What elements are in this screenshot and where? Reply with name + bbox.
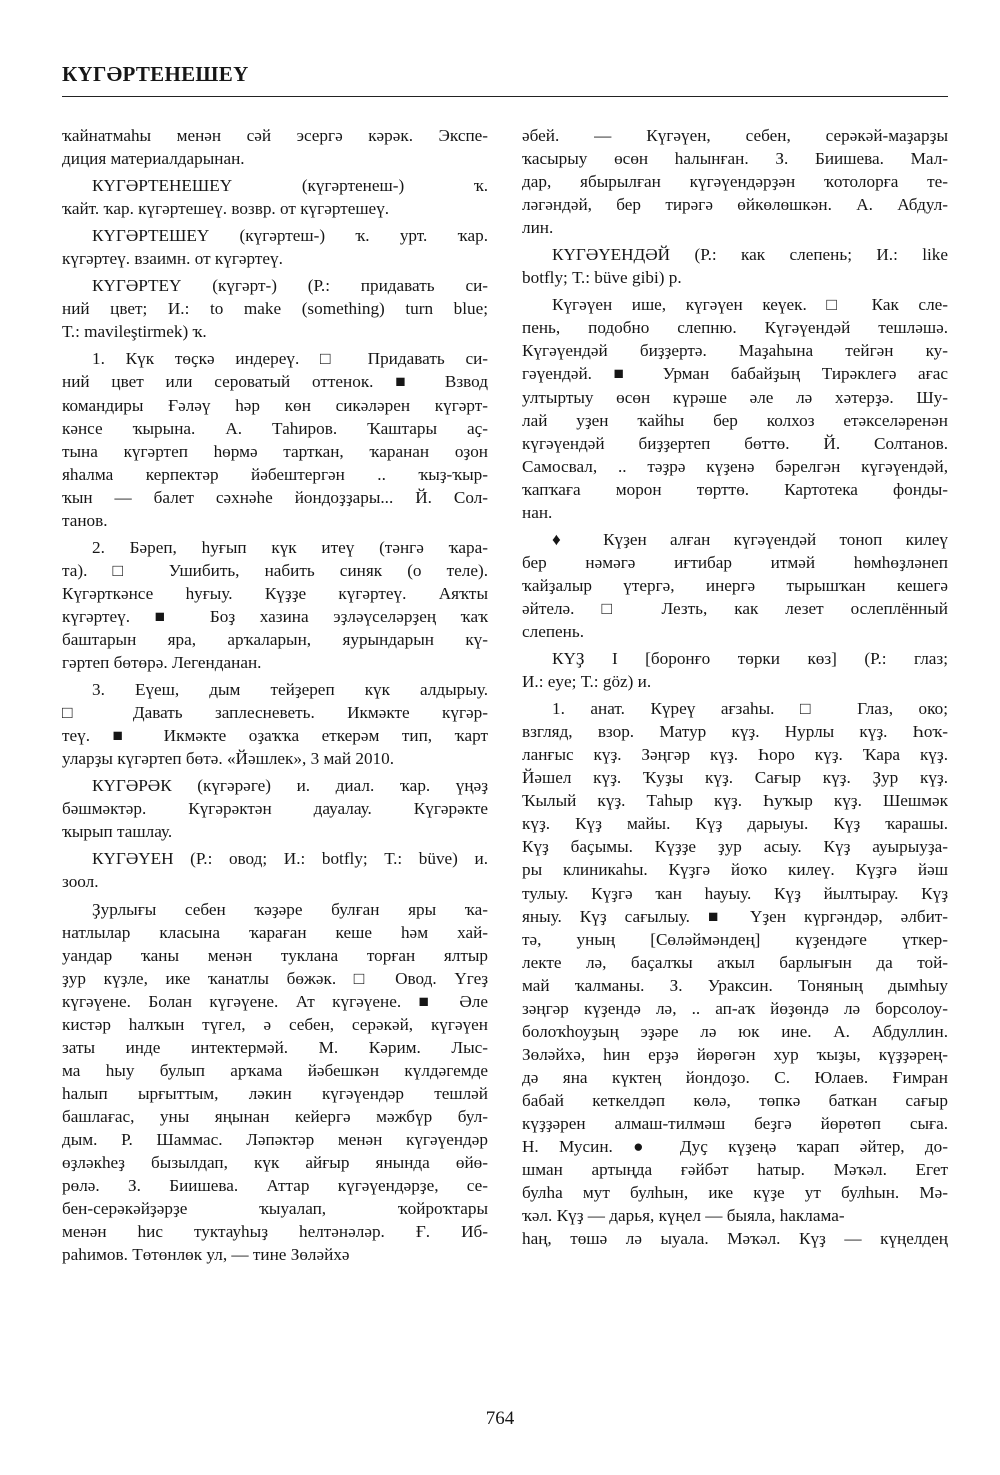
text-line: КҮГӘРТЕҮ (күгәрт-) (Р.: придавать си- [92, 276, 488, 296]
text-line: 1. анат. Күреү ағзаһы. □ Глаз, око; [552, 699, 948, 719]
text-line: ний цвет; И.: to make (something) turn blue; [62, 299, 488, 319]
text-line: әйтелә. □ Лезть, как лезет ослеплённый [522, 598, 948, 618]
text-line: күгәүене. Болан күгәүене. Ат күгәүене. ■ Әле [62, 991, 488, 1011]
text-line: башлағас, уны яңынан кейергә мәжбүр бул- [62, 1106, 488, 1126]
text-line: әбей. — Күгәүен, себен, серәкәй-маҙарҙы [522, 126, 948, 145]
text-line: Зөләйхә, һин ерҙә йөрөгән хур ҡыҙы, күҙҙәрең- [522, 1044, 948, 1064]
text-line: ҡасырыу өсөн һалынған. З. Биишева. Мал- [522, 149, 948, 169]
text-line: Н. Мусин. ● Дуҫ күҙеңә ҡарап әйтер, до- [522, 1137, 948, 1157]
text-line: дар, ябырылған күгәүендәрҙән ҡотолорға те- [522, 172, 948, 192]
text-line: дым. Р. Шаммас. Ләпәктәр менән күгәүендәр [62, 1129, 488, 1149]
text-line: пень, подобно слепню. Күгәүендәй тешләшә. [522, 318, 948, 338]
text-line: □ Давать заплесневеть. Икмәкте күгәр- [62, 703, 488, 723]
text-line: КҮГӘРТЕНЕШЕҮ (күгәртенеш-) ҡ. [92, 176, 488, 196]
text-line: ҡапҡаға морон төрттө. Картотека фонды- [522, 479, 948, 499]
text-line: тына күгәртеп һөрмә тарткан, ҡаранан оҙон [62, 441, 488, 461]
text-line: һаң, төшә лә ыуала. Мәҡәл. Күҙ — күңелдең [522, 1229, 948, 1249]
text-line: рөлә. З. Биишева. Аттар күгәүендәрҙе, се- [62, 1176, 488, 1196]
text-line: күҙ. Күҙ майы. Күҙ дарыуы. Күҙ ҡарашы. [522, 814, 948, 834]
text-line: күгәртеү. ■ Боҙ хазина эҙләүселәрҙең ҡаҡ [62, 606, 488, 626]
text-line: командиры Ғәләү һәр көн сикәләрен күгәрт- [62, 395, 488, 415]
text-line: күгәртеү. взаимн. от күгәртеү. [62, 249, 283, 269]
text-line: ры клиникаһы. Күҙгә йоҡо килеү. Күҙгә йәш [522, 860, 948, 880]
running-head: КҮГӘРТЕНЕШЕҮ [62, 62, 249, 86]
text-line: раһимов. Төтөнлөк ул, — тине Зөләйхә [62, 1245, 350, 1265]
text-line: ҡырып ташлау. [62, 822, 173, 842]
text-line: яныу. Күҙ сағылыу. ■ Үҙен күргәндәр, әлбит- [522, 906, 948, 926]
text-line: дә яна күктең йондоҙо. С. Юлаев. Ғимран [522, 1067, 948, 1087]
text-line: Ҙурлығы себен ҡәҙәре булған яры ҡа- [92, 899, 488, 919]
left-column [62, 124, 488, 1266]
text-line: Күгәүендәй биҙҙертә. Маҙаһына тейгән ку- [522, 341, 948, 361]
header-rule [62, 96, 948, 97]
text-line: ҡайт. ҡар. күгәртешеү. возвр. от күгәртешеү. [62, 199, 390, 219]
text-line: 3. Еүеш, дым тейҙереп күк алдырыу. [92, 680, 488, 700]
text-line: шман артыңда ғәйбәт һатыр. Мәҡәл. Егет [522, 1160, 948, 1180]
text-line: взгляд, взор. Матур күҙ. Нурлы күҙ. Һоҡ- [522, 722, 948, 742]
text-line: ний цвет или сероватый оттенок. ■ Взвод [62, 372, 488, 392]
text-line: диция материалдарынан. [62, 149, 245, 169]
text-line: КҮГӘҮЕН (Р.: овод; И.: botfly; Т.: büve) и. [92, 849, 488, 869]
text-line: бен-серәкәйҙәрҙе ҡыуалап, ҡойроҡтары [62, 1199, 488, 1219]
text-line: кистәр һалҡын түгел, ә себен, серәкәй, күгәүен [62, 1014, 488, 1034]
text-line: һалып ырғыттым, ләкин күгәүендәр тешләй [62, 1083, 488, 1103]
text-line: заты инде интектермәй. М. Кәрим. Лыс- [62, 1037, 488, 1057]
text-line: ултыртыу өсөн күрәше әле лә хәтерҙә. Шу- [522, 387, 948, 407]
text-line: ланғыс күҙ. Зәңгәр күҙ. Һоро күҙ. Ҡара күҙ. [522, 745, 948, 765]
text-line: ҡын — балет сәхнәһе йондоҙҙары... Й. Сол- [62, 487, 488, 507]
text-line: нан. [522, 502, 553, 522]
text-line: лекте лә, баҫалҡы аҡыл барлығын да той- [522, 952, 948, 972]
text-line: күгәүендәй биҙҙертеп бөттө. Й. Солтанов. [522, 433, 948, 453]
text-line: тулыу. Күҙгә ҡан һауыу. Күҙ йылтырау. Күҙ [522, 883, 948, 903]
text-line: гәртеп бөтөрә. Легенданан. [62, 653, 262, 673]
text-line: ҡайнатмаһы менән сәй эсергә кәрәк. Экспе- [62, 126, 488, 145]
text-line: кәнсе ҡырына. А. Таһиров. Ҡаштары аҫ- [62, 418, 488, 438]
text-line: та). □ Ушибить, набить синяк (о теле). [62, 560, 488, 580]
text-line: бер нәмәгә иғтибар итмәй һөмһөҙләнеп [522, 552, 948, 572]
text-line: Күҙ баҫымы. Күҙҙе ҙур асыу. Күҙ ауырыуҙа- [522, 837, 948, 857]
text-line: 1. Күк төҫкә индереү. □ Придавать си- [92, 349, 488, 369]
text-line: КҮГӘРТЕШЕҮ (күгәртеш-) ҡ. урт. ҡар. [92, 226, 488, 246]
text-line: лай уҙен ҡайһы бер колхоз етәкселәренән [522, 410, 948, 430]
page-number: 764 [485, 1408, 515, 1429]
text-line: КҮГӘҮЕНДӘЙ (Р.: как слепень; И.: like [552, 245, 948, 265]
text-line: КҮГӘРӘК (күгәрәге) и. диал. ҡар. үңәҙ [92, 776, 488, 796]
right-column [522, 124, 948, 1250]
text-line: КҮҘ I [боронғо төрки көз] (Р.: глаз; [552, 649, 948, 669]
text-line: ҙур күҙле, ике ҡанатлы бөжәк. □ Овод. Үгеҙ [62, 968, 488, 988]
text-line: ләгәндәй, бер тирәгә өйкөлөшкән. А. Абдул- [522, 195, 948, 215]
text-line: булһа мут булһын, ике күҙе ут булһын. Мә- [522, 1183, 948, 1203]
text-line: яһалма керпектәр йәбештергән .. ҡыҙ-ҡыр- [62, 464, 488, 484]
text-line: натлылар класына ҡараған кеше һәм хай- [62, 922, 488, 942]
text-line: И.: eye; Т.: göz) и. [522, 672, 652, 692]
text-line: ♦ Күҙен алған күгәүендәй тоноп килеү [552, 529, 948, 549]
text-line: Самосвал, .. тәҙрә күҙенә бәрелгән күгәүендәй, [522, 456, 948, 476]
text-line: Күгәрткәнсе һуғыу. Күҙҙе күгәртеү. Аяҡты [62, 583, 488, 603]
text-line: зоол. [62, 872, 99, 892]
text-line: баштарын яра, арҡаларын, яурындарын кү- [62, 629, 488, 649]
text-line: болоҡһоуҙың эҙәре лә юк ине. А. Абдуллин. [522, 1021, 948, 1041]
text-line: Йәшел күҙ. Ҡуҙы күҙ. Сағыр күҙ. Ҙур күҙ. [522, 768, 948, 788]
text-line: Күгәүен ише, күгәүен кеүек. □ Как сле- [552, 295, 948, 315]
text-line: гәүендәй. ■ Урман бабайҙың Тирәклегә ағас [522, 364, 948, 384]
text-line: бәшмәктәр. Күгәрәктән дауалау. Күгәрәкте [62, 799, 488, 819]
text-line: танов. [62, 510, 108, 530]
text-line: Ҡылый күҙ. Таһыр күҙ. Һуҡыр күҙ. Шешмәк [522, 791, 948, 811]
text-line: тә, уның [Сөләймәндең] күҙендәге үткер- [522, 929, 948, 949]
text-line: ҡайҙалыр үтергә, инергә тырышҡан кешегә [522, 575, 948, 595]
text-line: бабай кеткелдәп көлә, төпкә баткан сағыр [522, 1090, 948, 1110]
text-line: botfly; Т.: büve gibi) р. [522, 268, 682, 288]
text-line: ма һыу булып арҡама йәбешкән күлдәгемде [62, 1060, 488, 1080]
text-line: күҙҙәрен алмаш-тилмәш беҙгә йөрөтөп сыға. [522, 1113, 948, 1133]
text-line: уандар ҡаны менән туклана торған ялтыр [62, 945, 488, 965]
text-line: уларҙы күгәртеп бөтә. «Йәшлек», 3 май 2010. [62, 749, 395, 769]
text-line: слепень. [522, 621, 584, 641]
text-line: зәңгәр күҙендә лә, .. ап-аҡ йөҙөндә лә борсолоу- [522, 998, 948, 1018]
text-line: ҡәл. Күҙ — дарья, күңел — быяла, һаклама- [522, 1206, 845, 1226]
text-line: 2. Бәреп, һуғып күк итеү (тәнгә ҡара- [92, 537, 488, 557]
text-line: өҙләкһеҙ бызылдап, күк айғыр янында өйө- [62, 1153, 488, 1173]
text-line: май ҡалманы. З. Ураксин. Тоняның дымһыу [522, 975, 948, 995]
text-line: Т.: mavileştirmek) ҡ. [62, 322, 207, 342]
text-line: теү. ■ Икмәкте оҙаҡҡа еткерәм тип, ҡарт [62, 726, 488, 746]
text-line: менән һис туктауһыҙ һелтәнәләр. Ғ. Иб- [62, 1222, 488, 1242]
text-line: лин. [522, 218, 554, 238]
